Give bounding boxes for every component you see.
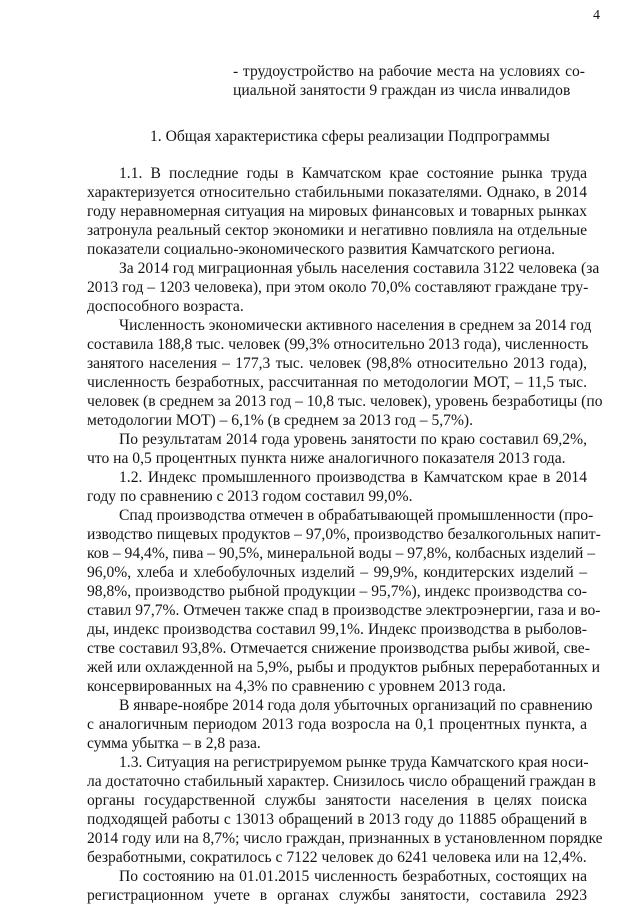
text-line: регистрационном учете в органах службы занятости, составила 2923 bbox=[87, 887, 587, 904]
text-line: характеризуется относительно стабильными показателями. Однако, в 2014 bbox=[87, 184, 587, 201]
text-line: органы государственной службы занятости населения в целях поиска bbox=[87, 792, 587, 809]
text-line: 1.2. Индекс промышленного производства в Камчатском крае в 2014 bbox=[119, 469, 587, 486]
text-line: За 2014 год миграционная убыль населения составила 3122 человека (за bbox=[119, 260, 600, 277]
text-line: доспособного возраста. bbox=[87, 298, 244, 315]
text-line: с аналогичным периодом 2013 года возросла на 0,1 процентных пункта, а bbox=[87, 716, 587, 733]
text-line: ков – 94,4%, пива – 90,5%, минеральной воды – 97,8%, колбасных изделий – bbox=[87, 545, 596, 562]
text-line: году по сравнению с 2013 годом составил 99,0%. bbox=[87, 488, 413, 505]
text-line: 1.3. Ситуация на регистрируемом рынке труда Камчатского края носи- bbox=[119, 754, 589, 771]
text-line: ды, индекс производства составил 99,1%. Индекс производства в рыболов- bbox=[87, 621, 587, 638]
text-line: ставил 97,7%. Отмечен также спад в производстве электроэнергии, газа и во- bbox=[87, 602, 601, 619]
text-line: году неравномерная ситуация на мировых финансовых и товарных рынках bbox=[87, 203, 587, 220]
text-line: стве составил 93,8%. Отмечается снижение производства рыбы живой, све- bbox=[87, 640, 590, 657]
text-line: численность безработных, рассчитанная по методологии МОТ, – 11,5 тыс. bbox=[87, 374, 587, 391]
text-line: 2014 году или на 8,7%; число граждан, признанных в установленном порядке bbox=[87, 830, 603, 847]
text-line: изводство пищевых продуктов – 97,0%, производство безалкогольных напит- bbox=[87, 526, 601, 543]
text-line: безработными, сократилось с 7122 человек до 6241 человека или на 12,4%. bbox=[87, 849, 587, 866]
text-line: что на 0,5 процентных пункта ниже аналогичного показателя 2013 года. bbox=[87, 450, 566, 467]
text-line: занятого населения – 177,3 тыс. человек (98,8% относительно 2013 года), bbox=[87, 355, 587, 372]
text-line: консервированных на 4,3% по сравнению с уровнем 2013 года. bbox=[87, 678, 506, 695]
text-line: Численность экономически активного населения в среднем за 2014 год bbox=[119, 317, 592, 334]
text-line: 1.1. В последние годы в Камчатском крае состояние рынка труда bbox=[119, 165, 587, 182]
text-line: циальной занятости 9 граждан из числа инвалидов bbox=[233, 82, 571, 99]
page-number: 4 bbox=[593, 8, 600, 23]
text-line: сумма убытка – в 2,8 раза. bbox=[87, 735, 261, 752]
text-line: По состоянию на 01.01.2015 численность безработных, состоящих на bbox=[119, 868, 587, 885]
text-line: Спад производства отмечен в обрабатывающей промышленности (про- bbox=[119, 507, 594, 524]
text-line: В январе-ноябре 2014 года доля убыточных организаций по сравнению bbox=[119, 697, 593, 714]
text-line: 98,8%, производство рыбной продукции – 95,7%), индекс производства со- bbox=[87, 583, 587, 600]
text-line: показатели социально-экономического развития Камчатского региона. bbox=[87, 241, 556, 258]
text-line: 96,0%, хлеба и хлебобулочных изделий – 99,9%, кондитерских изделий – bbox=[87, 564, 587, 581]
text-line: методологии МОТ) – 6,1% (в среднем за 2013 год – 5,7%). bbox=[87, 412, 474, 429]
text-line: По результатам 2014 года уровень занятости по краю составил 69,2%, bbox=[119, 431, 587, 448]
text-line: человек (в среднем за 2013 год – 10,8 тыс. человек), уровень безработицы (по bbox=[87, 393, 603, 410]
text-line: - трудоустройство на рабочие места на условиях со- bbox=[233, 63, 585, 80]
section-heading: 1. Общая характеристика сферы реализации Подпрограммы bbox=[150, 128, 550, 145]
text-line: ла достаточно стабильный характер. Снизилось число обращений граждан в bbox=[87, 773, 596, 790]
text-line: жей или охлажденной на 5,9%, рыбы и продуктов рыбных переработанных и bbox=[87, 659, 600, 676]
text-line: составила 188,8 тыс. человек (99,3% относительно 2013 года), численность bbox=[87, 336, 589, 353]
text-line: затронула реальный сектор экономики и негативно повлияла на отдельные bbox=[87, 222, 587, 239]
text-line: 2013 год – 1203 человека), при этом около 70,0% составляют граждане тру- bbox=[87, 279, 589, 296]
text-line: подходящей работы с 13013 обращений в 2013 году до 11885 обращений в bbox=[87, 811, 587, 828]
